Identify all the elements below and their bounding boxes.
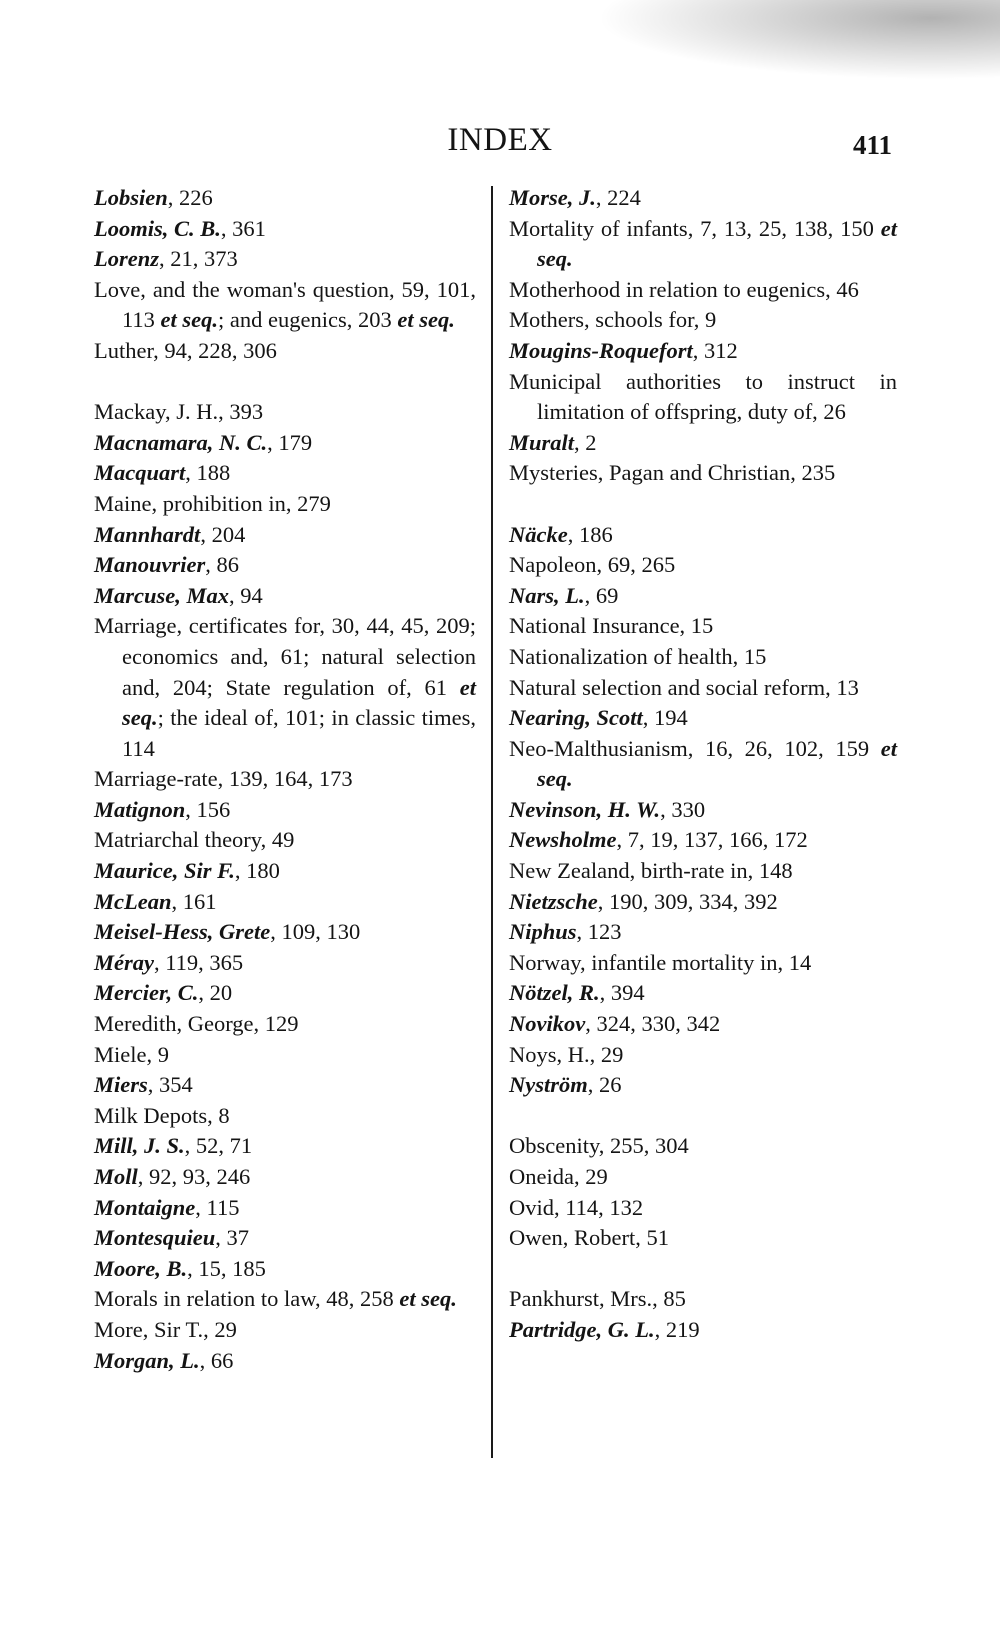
index-entry: [94, 1101, 476, 1132]
entry-text: Matriarchal theory, 49: [94, 827, 295, 853]
entry-text: , 119, 365: [154, 949, 244, 975]
index-entry: [94, 1162, 476, 1193]
entry-text: , 179: [267, 429, 313, 455]
entry-text: , 219: [654, 1316, 700, 1342]
index-column-left: [94, 183, 476, 1376]
index-entry: [94, 1254, 476, 1285]
index-entry: [509, 520, 897, 551]
entry-text: Natural selection and social reform, 13: [509, 674, 859, 700]
entry-text: , 204: [200, 521, 246, 547]
entry-name: Morgan, L.: [94, 1347, 200, 1373]
index-entry: [94, 1193, 476, 1224]
entry-text: Municipal authorities to instruct in limitation of offspring, duty of, 26: [509, 368, 897, 425]
index-entry: [509, 673, 897, 704]
entry-text: Ovid, 114, 132: [509, 1194, 644, 1220]
entry-text: , 394: [599, 980, 645, 1006]
section-gap: [509, 1254, 897, 1285]
entry-text-continued: ; the ideal of, 101; in classic times, 114: [122, 705, 476, 761]
entry-name: Mill, J. S.: [94, 1133, 185, 1159]
entry-text: Luther, 94, 228, 306: [94, 337, 277, 363]
entry-text: Norway, infantile mortality in, 14: [509, 949, 812, 975]
index-entry: [94, 275, 476, 336]
index-entry: [94, 611, 476, 764]
entry-text: Napoleon, 69, 265: [509, 552, 676, 578]
entry-text: , 156: [185, 796, 231, 822]
entry-text: , 361: [220, 215, 266, 241]
entry-name: Miers: [94, 1072, 148, 1098]
entry-name: Mougins-Roquefort: [509, 337, 693, 363]
entry-et-seq: et seq.: [399, 1286, 457, 1312]
entry-text: Mysteries, Pagan and Christian, 235: [509, 460, 836, 486]
entry-text: , 123: [576, 919, 622, 945]
entry-name: Nyström: [509, 1072, 588, 1098]
entry-text: , 226: [167, 185, 213, 210]
entry-name: Newsholme: [509, 827, 617, 853]
entry-name: Lorenz: [94, 246, 160, 272]
entry-name: Niphus: [509, 919, 577, 945]
entry-text: Nationalization of health, 15: [509, 643, 767, 669]
index-entry: [509, 458, 897, 489]
index-entry: [94, 183, 476, 214]
index-entry: [94, 244, 476, 275]
index-entry: [509, 305, 897, 336]
section-gap: [94, 367, 476, 398]
entry-name: Moll: [94, 1164, 138, 1189]
index-entry: [509, 336, 897, 367]
entry-et-seq: et seq.: [397, 307, 455, 333]
entry-name: Méray: [94, 949, 154, 975]
entry-name: Nevinson, H. W.: [509, 796, 661, 822]
entry-name: Macnamara, N. C.: [94, 429, 268, 455]
entry-text: , 7, 19, 137, 166, 172: [616, 827, 808, 853]
entry-text: Owen, Robert, 51: [509, 1225, 669, 1251]
page-title: INDEX: [447, 122, 553, 158]
index-entry: [94, 489, 476, 520]
section-gap: [509, 1101, 897, 1132]
entry-text: , 324, 330, 342: [585, 1011, 721, 1037]
entry-text: Milk Depots, 8: [94, 1102, 230, 1128]
entry-text: New Zealand, birth-rate in, 148: [509, 858, 793, 884]
index-entry: [509, 978, 897, 1009]
index-entry: [509, 611, 897, 642]
index-entry: [94, 764, 476, 795]
entry-text: , 194: [642, 705, 688, 731]
entry-text: , 37: [215, 1225, 250, 1251]
entry-text: Oneida, 29: [509, 1164, 608, 1189]
entry-text: Mothers, schools for, 9: [509, 307, 717, 333]
entry-text: Mackay, J. H., 393: [94, 399, 264, 425]
entry-text: Morals in relation to law, 48, 258: [94, 1286, 400, 1312]
index-entry: [509, 825, 897, 856]
index-entry: [509, 1070, 897, 1101]
entry-name: Loomis, C. B.: [94, 215, 221, 241]
entry-name: Mercier, C.: [94, 980, 199, 1006]
entry-text-continued: ; and eugenics, 203: [218, 307, 398, 333]
entry-text: , 180: [234, 858, 280, 884]
entry-name: Mannhardt: [94, 521, 201, 547]
index-entry: [509, 1284, 897, 1315]
entry-text: , 186: [567, 521, 613, 547]
column-divider: [491, 186, 493, 1458]
index-entry: [94, 856, 476, 887]
index-entry: [94, 825, 476, 856]
index-entry: [94, 336, 476, 367]
index-entry: [94, 428, 476, 459]
entry-name: Nearing, Scott: [509, 705, 643, 731]
index-entry: [509, 1315, 897, 1346]
entry-name: Novikov: [509, 1011, 586, 1037]
section-gap: [509, 489, 897, 520]
index-entry: [509, 581, 897, 612]
entry-text: Miele, 9: [94, 1041, 169, 1067]
index-entry: [509, 948, 897, 979]
index-entry: [509, 887, 897, 918]
entry-text: Meredith, George, 129: [94, 1011, 299, 1037]
entry-et-seq: et seq.: [160, 307, 219, 333]
index-entry: [509, 1223, 897, 1254]
index-entry: [509, 917, 897, 948]
entry-text: , 20: [198, 980, 233, 1006]
index-entry: [94, 795, 476, 826]
index-entry: [94, 948, 476, 979]
index-entry: [509, 1040, 897, 1071]
entry-name: Partridge, G. L.: [509, 1316, 655, 1342]
index-entry: [509, 1162, 897, 1193]
index-entry: [94, 1346, 476, 1377]
entry-name: Lobsien: [94, 185, 168, 210]
index-entry: [94, 1040, 476, 1071]
entry-text: Marriage-rate, 139, 164, 173: [94, 766, 353, 792]
entry-text: , 21, 373: [159, 246, 238, 272]
index-entry: [94, 214, 476, 245]
entry-text: , 224: [595, 185, 641, 210]
index-entry: [509, 795, 897, 826]
index-entry: [509, 703, 897, 734]
index-entry: [509, 275, 897, 306]
entry-text: Obscenity, 255, 304: [509, 1133, 689, 1159]
entry-et-seq: et seq.: [537, 735, 897, 792]
entry-name: Macquart: [94, 460, 186, 486]
index-entry: [509, 1009, 897, 1040]
entry-text: Neo-Malthusianism, 16, 26, 102, 159: [509, 735, 881, 761]
index-entry: [94, 917, 476, 948]
entry-text: , 330: [660, 796, 706, 822]
entry-et-seq: et seq.: [537, 215, 897, 272]
entry-name: Manouvrier: [94, 552, 206, 578]
entry-text: , 92, 93, 246: [137, 1164, 251, 1189]
entry-name: Moore, B.: [94, 1255, 188, 1281]
entry-text: , 66: [199, 1347, 234, 1373]
entry-name: Montesquieu: [94, 1225, 216, 1251]
index-entry: [94, 520, 476, 551]
index-entry: [94, 1131, 476, 1162]
scan-speckle: [540, 0, 1000, 90]
entry-text: , 354: [147, 1072, 193, 1098]
entry-text: Mortality of infants, 7, 13, 25, 138, 150: [509, 215, 881, 241]
entry-text: Marriage, certificates for, 30, 44, 45, 209; economics and, 61; natural selection and, 204; State regulation of, 61: [94, 613, 476, 700]
index-entry: [509, 1193, 897, 1224]
index-entry: [509, 642, 897, 673]
entry-text: , 69: [584, 582, 619, 608]
entry-text: , 312: [692, 337, 738, 363]
entry-name: Nötzel, R.: [509, 980, 600, 1006]
entry-text: , 52, 71: [184, 1133, 253, 1159]
entry-text: Pankhurst, Mrs., 85: [509, 1286, 686, 1312]
entry-text: Motherhood in relation to eugenics, 46: [509, 276, 859, 302]
index-entry: [509, 550, 897, 581]
entry-text: More, Sir T., 29: [94, 1316, 237, 1342]
index-entry: [94, 397, 476, 428]
index-entry: [94, 978, 476, 1009]
entry-text: , 94: [229, 582, 263, 608]
entry-name: Montaigne: [94, 1194, 196, 1220]
entry-text: , 86: [205, 552, 240, 578]
entry-text: National Insurance, 15: [509, 613, 714, 639]
entry-text: Noys, H., 29: [509, 1041, 624, 1067]
entry-text: , 161: [171, 888, 217, 914]
index-entry: [94, 1284, 476, 1315]
entry-name: Nietzsche: [509, 888, 598, 914]
entry-text: , 115: [195, 1194, 240, 1220]
index-entry: [94, 550, 476, 581]
entry-name: Matignon: [94, 796, 186, 822]
index-entry: [509, 734, 897, 795]
index-entry: [509, 214, 897, 275]
entry-text: , 190, 309, 334, 392: [597, 888, 778, 914]
entry-text: , 188: [185, 460, 231, 486]
entry-name: Nars, L.: [509, 582, 585, 608]
page-number: 411: [852, 130, 892, 160]
index-entry: [509, 856, 897, 887]
entry-name: Meisel-Hess, Grete: [94, 919, 271, 945]
entry-name: Marcuse, Max: [94, 582, 230, 608]
index-entry: [94, 1070, 476, 1101]
index-entry: [94, 1009, 476, 1040]
entry-name: Maurice, Sir F.: [94, 858, 235, 884]
index-entry: [94, 1223, 476, 1254]
entry-name: McLean: [94, 888, 172, 914]
index-entry: [509, 183, 897, 214]
index-entry: [94, 1315, 476, 1346]
entry-name: Morse, J.: [509, 185, 596, 210]
index-entry: [509, 367, 897, 428]
index-entry: [94, 458, 476, 489]
index-entry: [509, 428, 897, 459]
entry-text: Love, and the woman's question, 59, 101, 113: [94, 276, 476, 333]
entry-name: Näcke: [509, 521, 568, 547]
index-entry: [94, 887, 476, 918]
entry-text: , 2: [574, 429, 597, 455]
index-entry: [94, 581, 476, 612]
index-entry: [509, 1131, 897, 1162]
entry-text: , 15, 185: [187, 1255, 266, 1281]
entry-text: Maine, prohibition in, 279: [94, 490, 331, 516]
entry-text: , 26: [587, 1072, 622, 1098]
entry-name: Muralt: [509, 429, 575, 455]
index-column-right: [509, 183, 897, 1346]
entry-text: , 109, 130: [270, 919, 361, 945]
entry-et-seq: et seq.: [122, 674, 476, 731]
